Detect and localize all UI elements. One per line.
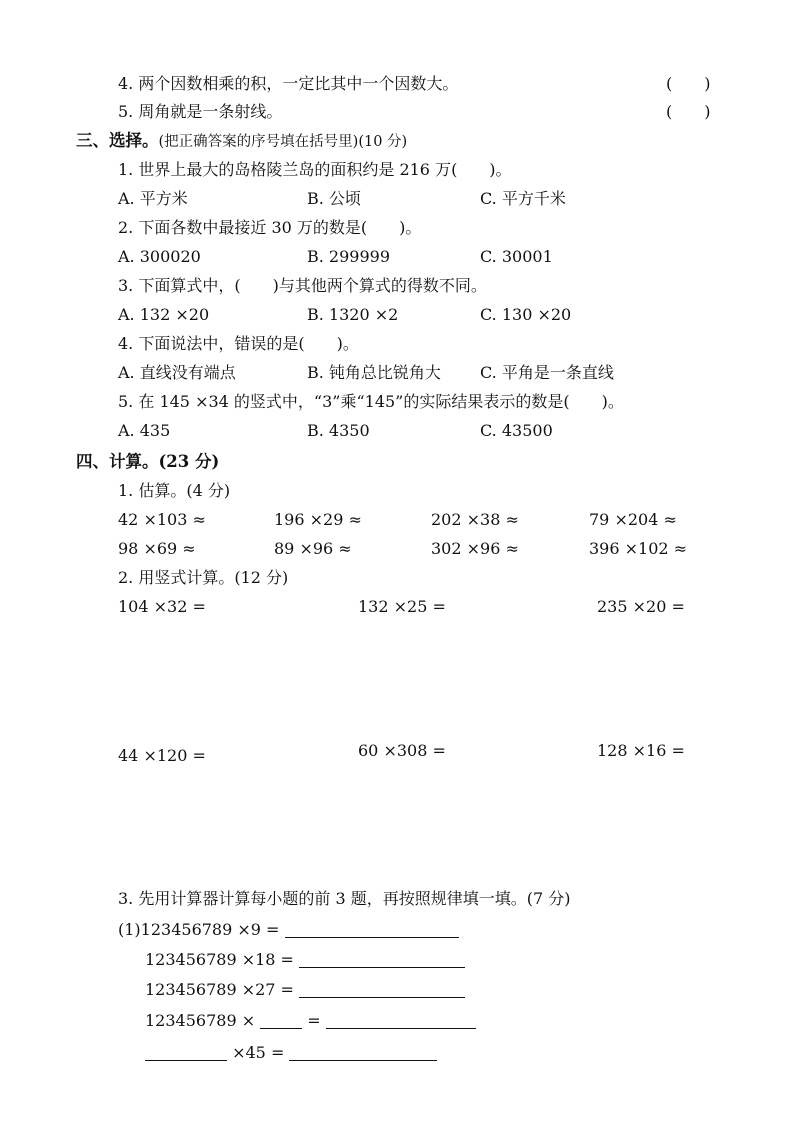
vertical-calc-2: 132 ×25 = xyxy=(358,597,446,616)
estimate-title: 1. 估算。(4 分) xyxy=(118,481,231,500)
section-title-choice-text: 三、选择。 xyxy=(76,131,159,150)
choice-5-option-b[interactable]: B. 4350 xyxy=(307,421,370,440)
section-title-calc: 四、计算。(23 分) xyxy=(76,452,220,471)
choice-1-option-c[interactable]: C. 平方千米 xyxy=(480,189,566,208)
judge-question-4: 4. 两个因数相乘的积，一定比其中一个因数大。 xyxy=(118,74,459,93)
choice-question-1: 1. 世界上最大的岛格陵兰岛的面积约是 216 万( )。 xyxy=(118,160,512,179)
pattern-title: 3. 先用计算器计算每小题的前 3 题，再按照规律填一填。(7 分) xyxy=(118,889,571,908)
pattern-answer-blank-4[interactable] xyxy=(326,1012,476,1029)
pattern-line-5-text: ×45 = xyxy=(232,1043,285,1062)
vertical-calc-6: 128 ×16 = xyxy=(597,741,685,760)
section-title-choice-note: (把正确答案的序号填在括号里)(10 分) xyxy=(158,134,408,150)
estimate-1-4: 79 ×204 ≈ xyxy=(589,510,677,529)
choice-4-option-b[interactable]: B. 钝角总比锐角大 xyxy=(307,363,441,382)
choice-2-option-b[interactable]: B. 299999 xyxy=(307,247,391,266)
pattern-line-1-text: (1)123456789 ×9 = xyxy=(118,920,280,939)
estimate-2-1: 98 ×69 ≈ xyxy=(118,539,196,558)
judge-answer-paren-4[interactable]: ( ) xyxy=(666,74,711,93)
pattern-line-4-equals: = xyxy=(307,1011,321,1030)
estimate-2-2: 89 ×96 ≈ xyxy=(274,539,352,558)
choice-4-option-c[interactable]: C. 平角是一条直线 xyxy=(480,363,614,382)
estimate-2-3: 302 ×96 ≈ xyxy=(431,539,519,558)
vertical-calc-1: 104 ×32 = xyxy=(118,597,206,616)
pattern-answer-blank-5[interactable] xyxy=(289,1044,437,1061)
estimate-1-2: 196 ×29 ≈ xyxy=(274,510,362,529)
choice-2-option-c[interactable]: C. 30001 xyxy=(480,247,553,266)
pattern-line-3-text: 123456789 ×27 = xyxy=(145,980,294,999)
vertical-calc-4: 44 ×120 = xyxy=(118,746,206,765)
pattern-multiplier-blank[interactable] xyxy=(260,1012,302,1029)
choice-1-option-a[interactable]: A. 平方米 xyxy=(118,189,188,208)
vertical-calc-3: 235 ×20 = xyxy=(597,597,685,616)
choice-question-2: 2. 下面各数中最接近 30 万的数是( )。 xyxy=(118,218,422,237)
pattern-multiplicand-blank[interactable] xyxy=(145,1044,227,1061)
judge-question-5: 5. 周角就是一条射线。 xyxy=(118,102,283,121)
pattern-answer-blank-2[interactable] xyxy=(299,951,465,968)
choice-question-3: 3. 下面算式中，( )与其他两个算式的得数不同。 xyxy=(118,276,487,295)
choice-3-option-c[interactable]: C. 130 ×20 xyxy=(480,305,572,324)
choice-1-option-b[interactable]: B. 公顷 xyxy=(307,189,361,208)
pattern-line-1 xyxy=(118,920,459,940)
section-title-choice xyxy=(76,131,407,152)
pattern-answer-blank-3[interactable] xyxy=(299,981,465,998)
judge-answer-paren-5[interactable]: ( ) xyxy=(666,102,711,121)
pattern-line-4 xyxy=(145,1011,476,1031)
pattern-answer-blank-1[interactable] xyxy=(285,921,459,938)
choice-question-4: 4. 下面说法中，错误的是( )。 xyxy=(118,334,359,353)
choice-2-option-a[interactable]: A. 300020 xyxy=(118,247,201,266)
choice-question-5: 5. 在 145 ×34 的竖式中，“3”乘“145”的实际结果表示的数是( )。 xyxy=(118,392,624,411)
choice-4-option-a[interactable]: A. 直线没有端点 xyxy=(118,363,236,382)
pattern-line-5 xyxy=(145,1043,437,1063)
pattern-line-2 xyxy=(145,950,465,970)
choice-3-option-b[interactable]: B. 1320 ×2 xyxy=(307,305,399,324)
pattern-line-2-text: 123456789 ×18 = xyxy=(145,950,294,969)
pattern-line-4-text: 123456789 × xyxy=(145,1011,256,1030)
pattern-line-3 xyxy=(145,980,465,1000)
estimate-1-1: 42 ×103 ≈ xyxy=(118,510,206,529)
vertical-calc-5: 60 ×308 = xyxy=(358,741,446,760)
choice-3-option-a[interactable]: A. 132 ×20 xyxy=(118,305,210,324)
choice-5-option-a[interactable]: A. 435 xyxy=(118,421,171,440)
vertical-calc-title: 2. 用竖式计算。(12 分) xyxy=(118,568,289,587)
estimate-1-3: 202 ×38 ≈ xyxy=(431,510,519,529)
choice-5-option-c[interactable]: C. 43500 xyxy=(480,421,553,440)
estimate-2-4: 396 ×102 ≈ xyxy=(589,539,688,558)
